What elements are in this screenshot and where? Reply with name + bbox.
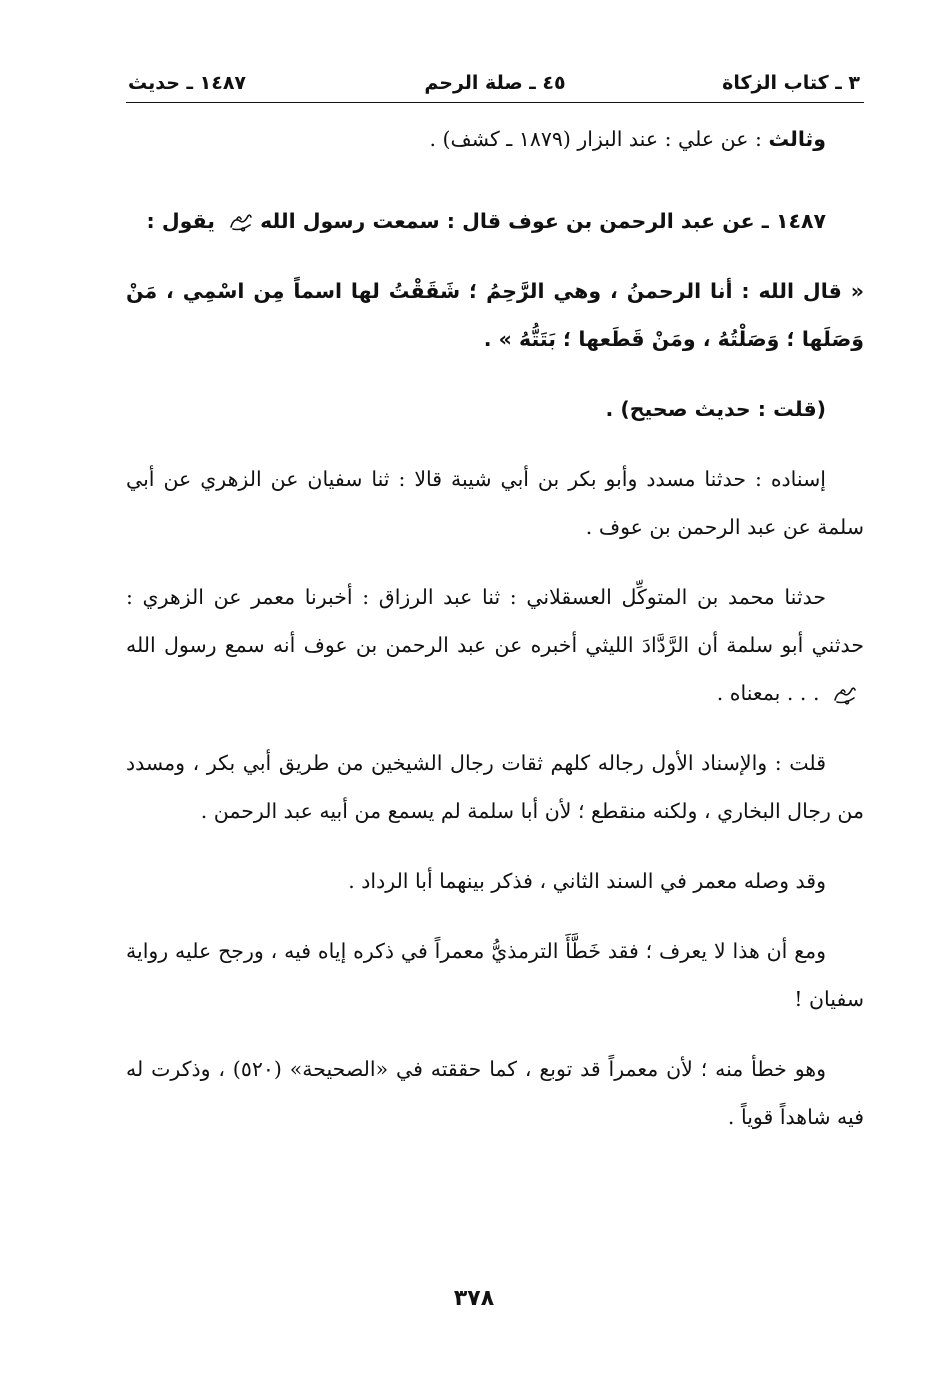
lead-word: وثالث bbox=[768, 127, 826, 151]
pbuh-ligature-icon bbox=[832, 684, 858, 706]
paragraph-commentary-3: ومع أن هذا لا يعرف ؛ فقد خَطَّأَ الترمذيُّ معمراً في ذكره إياه فيه ، ورجح عليه رواية سفيان ! bbox=[126, 939, 864, 1011]
header-hadith-number: ١٤٨٧ ـ حديث bbox=[128, 72, 247, 94]
running-header bbox=[126, 66, 864, 103]
paragraph-isnad: إسناده : حدثنا مسدد وأبو بكر بن أبي شيبة قالا : ثنا سفيان عن الزهري عن أبي سلمة عن عبد الرحمن بن عوف . bbox=[126, 467, 864, 539]
header-book-title: ٣ ـ كتاب الزكاة bbox=[722, 72, 860, 94]
paragraph-text-end: . . . بمعناه . bbox=[716, 681, 826, 705]
paragraph-second-chain bbox=[126, 573, 864, 717]
paragraph-text: : عن علي : عند البزار (١٨٧٩ ـ كشف) . bbox=[429, 127, 769, 151]
hadith-text: « قال الله : أنا الرحمنُ ، وهي الرَّحِمُ ؛ شَقَقْتُ لها اسماً مِن اسْمِي ، مَنْ وَصَلَها ؛ وَصَلْتُهُ ، ومَنْ قَطَعها ؛ بَتَتُّهُ » . bbox=[126, 279, 864, 351]
paragraph-text: حدثنا محمد بن المتوكِّل العسقلاني : ثنا عبد الرزاق : أخبرنا معمر عن الزهري : حدثني أبو سلمة أن الرَّدَّادَ الليثي أخبره عن عبد الرحمن بن عوف أنه سمع رسول الله bbox=[126, 585, 864, 657]
pbuh-ligature-icon bbox=[228, 211, 254, 233]
page-number: ٣٧٨ bbox=[453, 1286, 495, 1311]
paragraph-commentary-2: وقد وصله معمر في السند الثاني ، فذكر بينهما أبا الرداد . bbox=[348, 869, 826, 893]
document-page bbox=[126, 66, 864, 1141]
grading-note: (قلت : حديث صحيح) . bbox=[605, 397, 826, 421]
hadith-heading bbox=[126, 197, 864, 245]
hadith-intro-text: ١٤٨٧ ـ عن عبد الرحمن بن عوف قال : سمعت رسول الله bbox=[260, 209, 826, 233]
paragraph-commentary-1: قلت : والإسناد الأول رجاله كلهم ثقات رجال الشيخين من طريق أبي بكر ، ومسدد من رجال البخاري ، ولكنه منقطع ؛ لأن أبا سلمة لم يسمع من أبيه عبد الرحمن . bbox=[126, 751, 864, 823]
paragraph-third-witness bbox=[126, 115, 864, 163]
hadith-intro-end: يقول : bbox=[146, 209, 223, 233]
header-chapter-title: ٤٥ ـ صلة الرحم bbox=[424, 72, 566, 94]
paragraph-commentary-4: وهو خطأ منه ؛ لأن معمراً قد توبع ، كما حققته في «الصحيحة» (٥٢٠) ، وذكرت له فيه شاهداً قوياً . bbox=[126, 1057, 864, 1129]
